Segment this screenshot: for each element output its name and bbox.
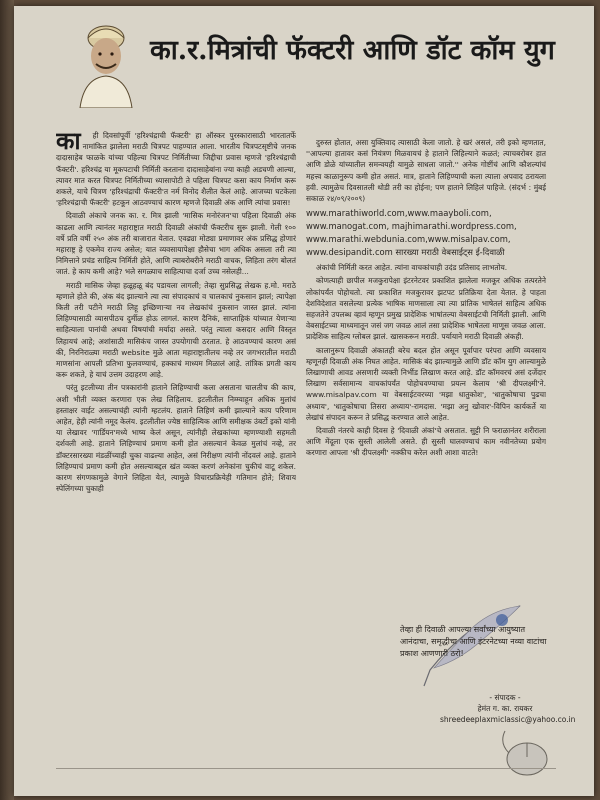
article-title: का.र.मित्रांची फॅक्टरी आणि डॉट कॉम युग: [150, 35, 555, 66]
paragraph: दुरुस्त होतात, असा युक्तिवाद त्यासाठी केला जातो. हे खरं असलं, तरी इको म्हणतात, ''आपल्या हातावर कसं नियंत्रण मिळवायचं हे हाताने लिहिल्याने कळतं; त्याचबरोबर हात आणि डोळे यांच्यातील समन्वयही यामुळे साधला जातो.'' अनेक गोष्टींचं आणि कौशल्यांचं महत्त्व काळानुरूप कमी होत असतं. मात्र, हाताने लिहिण्याची कला त्याला अपवाद ठरायला हवी. त्यामुळेच दिवसातली थोडी तरी का होईना; पण हाताने लिहिलं पाहिजे. (संदर्भ : मुंबई सकाळ २४/०९/२००९): [306, 138, 546, 204]
editor-label: - संपादक -: [489, 693, 521, 702]
paragraph: दिवाळी अंकाचे जनक का. र. मित्र झाली 'मासिक मनोरंजन'चा पहिला दिवाळी अंक काढला आणि त्यानंतर महाराष्ट्रात मराठी दिवाळी अंकांची फॅक्टरीच सुरू झाली. गेली १०० वर्षे प्रति वर्षी २५० अंक तरी बाजारात येतात. एवढ्या मोठ्या प्रमाणावर अंक प्रसिद्ध होणारं महाराष्ट्र हे एकमेव राज्य असेल; यात व्यवसायापेक्षा हौसेचा भाग अधिक असला तरी त्या निमित्ताने प्रचंड साहित्य निर्मिती होते, आणि त्याबरोबरीने मराठी वाचक, लिहिता तरंग बोलतं जातं. हे काय कमी आहे? भले सगळ्याच साहित्याचा दर्जा उच्च नसेलही...: [56, 211, 296, 277]
paragraph: दिवाळी नंतरचे काही दिवस हे 'दिवाळी अंकां'चे असतात. सुट्टी नि फराळानंतर शरीराला आणि मेंदूला एक सुस्ती आलेली असते. ही सुस्ती घालवण्याचं काम नवीनतेच्या प्रयोग करणारा आपला 'श्री दीपलक्ष्मी' नक्कीच करेल अशी आशा वाटते!: [306, 426, 546, 458]
website-link-line: www.desipandit.com सारख्या मराठी वेबसाईट्स ई-दिवाळी: [306, 247, 505, 258]
computer-mouse-illustration: [495, 725, 555, 780]
paragraph: कोणत्याही छापील मजकुरापेक्षा इंटरनेटवर प्रकाशित झालेला मजकूर अधिक तत्परतेने लोकांपर्यंत पोहोचतो. त्या प्रकाशित मजकुरावर झटपट प्रतिक्रिया देता येतात. हे पाहता देशविदेशात वसलेल्या प्रत्येक भाषिक माणसाला त्या त्या प्रांतिक भाषेतलं साहित्य अधिक सहजतेने उपलब्ध व्हावं म्हणून प्रमुख प्रादेशिक भाषांतल्या वेबसाईटची निर्मिती झाली. आणि वेबसाईटच्या माध्यमातून जसं जग जवळ आलं तसा प्रादेशिक भाषेतला माणूस जवळ आला. प्रादेशिक साहित्य ग्लोबल झालं. खासकरून मराठी. पर्यायाने मराठी दिवाळी अंकही.: [306, 276, 546, 342]
article-right-column: [306, 137, 546, 547]
paragraph: अंकांची निर्मिती करत आहेत. त्यांना वाचकांचाही उदंड प्रतिसाद लाभतोय.: [316, 263, 508, 273]
paragraph: परंतु इटलीच्या तीन पत्रकारांनी हाताने लिहिण्याची कला असताना चालतीच की काय, अशी भीती व्यक्त करणारा एक लेख लिहिलाय. इटलीतील निम्म्याहून अधिक मुलांचं हस्ताक्षर वाईट असल्याचंही त्यांनी म्हटलंय. हाताने लिहिणं कमी झाल्याने काय परिणाम आहेत, हेही त्यांनी नमूद केलंय. इटलीतील ज्येष्ठ साहित्यिक आणि समीक्षक उंबर्टो इको यांनी या लेखावर 'गार्डियन'मध्ये भाष्य केलं असून, त्यांनीही लेखकांच्या म्हणण्याशी सहमती दर्शवली आहे. हाताने लिहिण्याचं प्रमाण कमी होत असल्यानं केवळ मुलांचं नव्हे, तर डॉक्टरसारख्या मंडळींच्याही चुका वाढल्या आहेत, असं निरीक्षण त्यांनी नोंदवलं आहे. हाताने लिहिण्याचं प्रमाण कमी होत असल्याबद्दल खंत व्यक्त करणं अनेकांना चुकीचं वाटू शकेल. कारण संगणकामुळे वेगाने लिहिता येतं, त्यामुळे विचारप्रक्रियेही गतिमान होते; शिवाय स्पेलिंगच्या चुकाही: [56, 383, 296, 494]
book-spine: [0, 0, 14, 800]
editor-email: shreedeeplaxmiclassic@yahoo.co.in: [440, 715, 576, 724]
editor-signature: [440, 692, 576, 725]
website-links: [306, 207, 546, 259]
paragraph: कालानुरूप दिवाळी अंकातही बरेच बदल होत असून पूर्वापार परंपरा आणि व्यवसाय म्हणूनही दिवाळी अंक निघत आहेत. मासिकं बंद झाल्यामुळे आणि डॉट कॉम युग आल्यामुळे लिखाणाची आवड असणारी व्यक्ती निर्भीड लिखाण करत आहे. डॉट कॉमवरचं असं दर्जेदार लिखाण सर्वसामान्य वाचकांपर्यंत पोहोचवण्याचा प्रयत्न केलाय 'श्री दीपलक्ष्मी'ने. www.misalpav.com या वेबसाईटवरच्या 'मझा धातुकोश', 'धातुकोषाचा पुढचा अध्याय', 'धातुकोषाचा तिसरा अध्याय'-रामदास. 'मझा अनु खोवार'-विपिन कार्यकर्ते या लेखांचं संपादन करून ते प्रसिद्ध करण्यात आले आहेत.: [306, 345, 546, 422]
portrait-illustration: [70, 16, 142, 108]
website-link-line: www.marathiworld.com,www.maayboli.com,: [306, 208, 492, 219]
paragraph: ही दिवसांपूर्वी 'हरिश्चंद्राची फॅक्टरी' हा ऑस्कर पुरस्कारासाठी भारतातर्फे नामांकित झालेला मराठी चित्रपट पाहण्यात आला. भारतीय चित्रपटसृष्टीचे जनक दादासाहेब फाळके यांच्या पहिल्या चित्रपट निर्मितीच्या जिद्दीचा प्रवास म्हणजे 'हरिश्चंद्राची फॅक्टरी'. हरिश्चंद्र या मूकपटाची निर्मिती करताना दादासाहेबांना ज्या काही अडचणी आल्या, त्यावर मात करत चित्रपट निर्मितीच्या ध्यासापोटी ते पहिला चित्रपट कसा काय निर्माण करू शकले, याचे चित्रण 'हरिश्चंद्राची फॅक्टरी'त नर्म विनोद शैलीत केलं आहे. आजच्या घटकेला 'हरिश्चंद्राची फॅक्टरी' हटकून आठवण्याचं कारण म्हणजे दिवाळी अंक आणि त्यांचा प्रवास!: [56, 131, 296, 208]
page-footer-rule: [56, 768, 556, 769]
website-link-line: www.manogat.com, majhimarathi.wordpress.com,: [306, 221, 517, 232]
closing-paragraph: [400, 542, 550, 663]
article-left-column: [56, 130, 296, 750]
drop-cap: का: [56, 130, 81, 155]
website-link-line: www.marathi.webdunia.com,www.misalpav.com,: [306, 234, 511, 245]
closing-text: तेव्हा ही दिवाळी आपल्या सर्वांच्या आयुष्यात आनंदाचा, समृद्धीचा आणि इंटरनेटच्या नव्या वाटांचा प्रकाश आणणारी ठरो!: [400, 625, 547, 658]
editor-name: हेमंत ग. का. रायकर: [477, 704, 533, 713]
paragraph: मराठी मासिक जेव्हा हळूहळू बंद पडायला लागली; तेव्हा सुप्रसिद्ध लेखक ह.मो. मराठे म्हणाले होते की, अंक बंद झाल्याने त्या त्या संपादकाचं व चालकाचं नुकसान झालं; त्यापेक्षा किती तरी पटीने मराठी लिहू इच्छिणाऱ्या नव लेखकांचं नुकसान जास्त झालं. त्यांना लिहिण्यासाठी व्यासपीठच दुर्मीळ होऊ लागलं. कारण दैनिकं, साप्ताहिकं यांच्यात येणाऱ्या साहित्याला पानांची अथवा विषयांची मर्यादा असते. परंतु त्याला कसदार आणि विस्तृत लिहायचं आहे; अशांसाठी मासिकंच जास्त उपयोगाची ठरतात. हे आठवण्याचं कारण असं की, निरनिराळ्या मराठी website मुळे आता महाराष्ट्रातीलच नव्हे तर जगभरातील मराठी माणसांना आपली प्रतिभा फुलवण्याचं, हक्काचं माध्यम मिळालं आहे. तांत्रिक प्रगती काय करू शकते, हे याचं उत्तम उदाहरण आहे.: [56, 280, 296, 380]
